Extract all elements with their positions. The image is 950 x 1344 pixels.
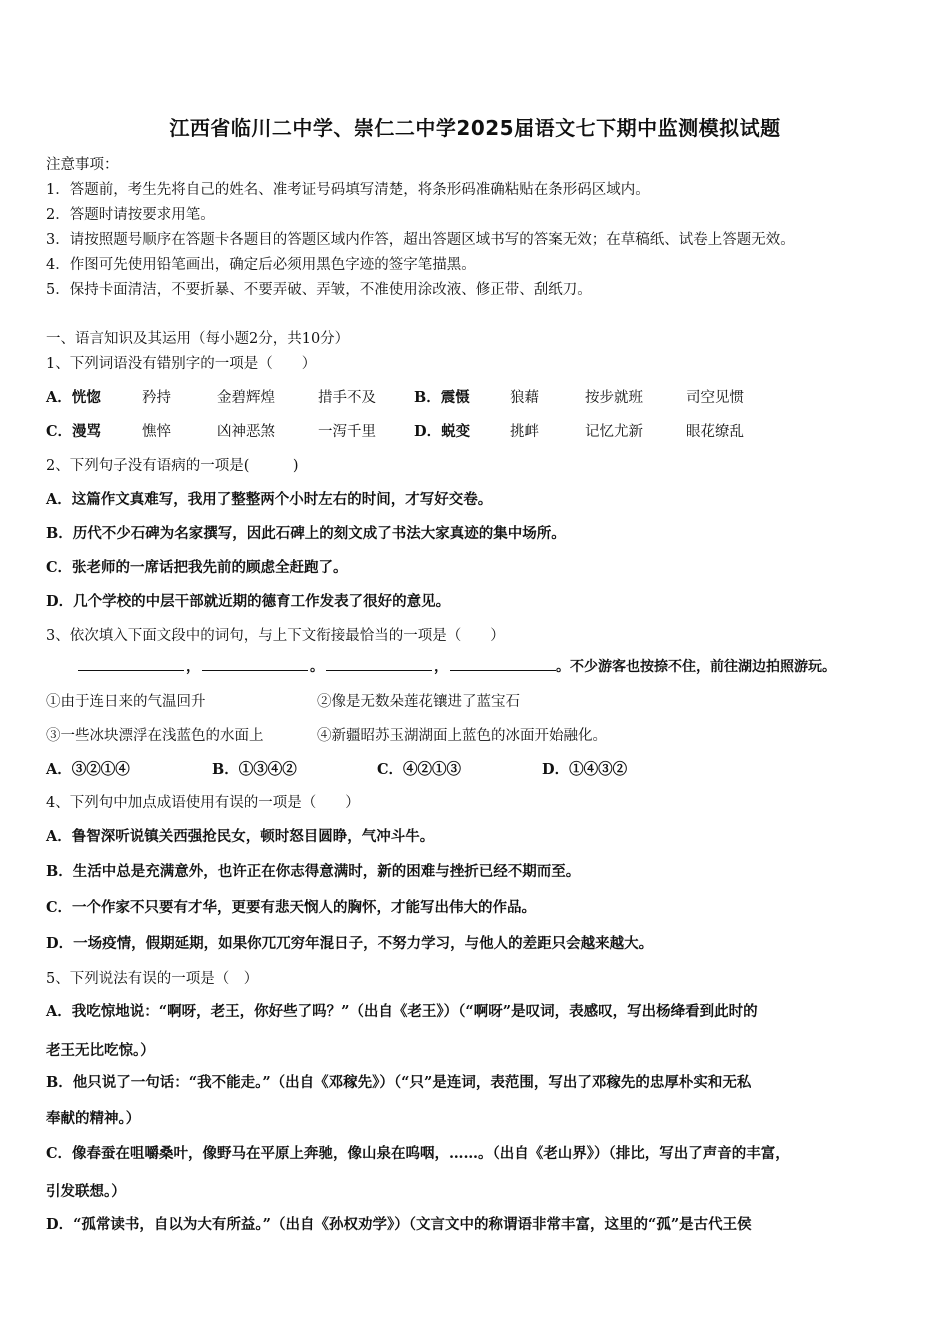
sentence-item: ①由于连日来的气温回升 — [46, 694, 206, 710]
notice-heading: 注意事项： — [46, 157, 119, 173]
word-option: 狼藉 — [510, 390, 539, 406]
blank-line — [326, 656, 432, 671]
question-3-stem: 3、依次填入下面文段中的词句，与上下文衔接最恰当的一项是（ ） — [46, 628, 505, 644]
question-1-stem: 1、下列词语没有错别字的一项是（ ） — [46, 356, 317, 372]
word-option: 记忆尤新 — [585, 424, 643, 440]
answer-choice: A．③②①④ — [46, 761, 130, 778]
notice-item: 5．保持卡面清洁，不要折暴、不要弄破、弄皱，不准使用涂改液、修正带、刮纸刀。 — [46, 282, 592, 298]
section-heading: 一、语言知识及其运用（每小题2分，共10分） — [46, 331, 350, 347]
word-option: C．漫骂 — [46, 423, 102, 440]
page-title: 江西省临川二中学、崇仁二中学2025届语文七下期中监测模拟试题 — [169, 116, 781, 140]
sentence-item: ③一些冰块漂浮在浅蓝色的水面上 — [46, 728, 264, 744]
blank-line — [202, 656, 308, 671]
answer-choice: C．④②①③ — [377, 761, 462, 778]
answer-option: D．几个学校的中层干部就近期的德育工作发表了很好的意见。 — [46, 593, 451, 610]
answer-option: D．一场疫情，假期延期，如果你兀兀穷年混日子，不努力学习，与他人的差距只会越来越大。 — [46, 935, 654, 952]
word-option: 金碧辉煌 — [217, 390, 275, 406]
answer-choice: B．①③④② — [212, 761, 297, 778]
answer-option: A．这篇作文真难写，我用了整整两个小时左右的时间，才写好交卷。 — [46, 491, 493, 508]
answer-option: B．他只说了一句话：“我不能走。”（出自《邓稼先》）（“只”是连词，表范围，写出了邓稼先的忠厚朴实和无私 — [46, 1074, 752, 1091]
sentence-item: ④新疆昭苏玉湖湖面上蓝色的冰面开始融化。 — [317, 728, 607, 744]
word-option: D．蜕变 — [414, 423, 471, 440]
word-option: 措手不及 — [318, 390, 376, 406]
word-option: A．恍惚 — [46, 389, 101, 406]
word-option: 司空见惯 — [686, 390, 744, 406]
notice-item: 2．答题时请按要求用笔。 — [46, 207, 215, 223]
notice-item: 4．作图可先使用铅笔画出，确定后必须用黑色字迹的签字笔描黑。 — [46, 257, 476, 273]
blank-line — [78, 656, 184, 671]
word-option: 按步就班 — [585, 390, 643, 406]
word-option: 眼花缭乱 — [686, 424, 744, 440]
answer-option: B．生活中总是充满意外，也许正在你志得意满时，新的困难与挫折已经不期而至。 — [46, 863, 581, 880]
sentence-item: ②像是无数朵莲花镶进了蓝宝石 — [317, 694, 520, 710]
answer-option: A．我吃惊地说：“啊呀，老王，你好些了吗？”（出自《老王》）（“啊呀”是叹词，表感叹，写出杨绛看到此时的 — [46, 1003, 758, 1020]
word-option: 挑衅 — [510, 424, 539, 440]
answer-option: D．“孤常读书，自以为大有所益。”（出自《孙权劝学》）（文言文中的称谓语非常丰富，这里的“孤”是古代王侯 — [46, 1216, 752, 1233]
blank-line — [450, 656, 556, 671]
word-option: 憔悴 — [142, 424, 171, 440]
question-2-stem: 2、下列句子没有语病的一项是( ) — [46, 458, 299, 474]
answer-choice: D．①④③② — [542, 761, 628, 778]
word-option: B．震慑 — [414, 389, 470, 406]
question-4-stem: 4、下列句中加点成语使用有误的一项是（ ） — [46, 795, 360, 811]
notice-item: 3．请按照题号顺序在答题卡各题目的答题区域内作答，超出答题区域书写的答案无效；在草稿纸、试卷上答题无效。 — [46, 232, 795, 248]
answer-option: C．一个作家不只要有才华，更要有悲天悯人的胸怀，才能写出伟大的作品。 — [46, 899, 537, 916]
answer-option-continued: 奉献的精神。） — [46, 1110, 141, 1127]
answer-option-continued: 老王无比吃惊。） — [46, 1042, 155, 1059]
answer-option-continued: 引发联想。） — [46, 1183, 126, 1200]
notice-item: 1．答题前，考生先将自己的姓名、准考证号码填写清楚，将条形码准确粘贴在条形码区域内。 — [46, 182, 650, 198]
fill-in-sentence: ， 。 ， 。不少游客也按捺不住，前往湖边拍照游玩。 — [78, 656, 836, 676]
question-5-stem: 5、下列说法有误的一项是（ ） — [46, 971, 259, 987]
answer-option: C．像春蚕在咀嚼桑叶，像野马在平原上奔驰，像山泉在呜咽，……。（出自《老山界》）（排比，写出了声音的丰富， — [46, 1145, 790, 1162]
answer-option: A．鲁智深听说镇关西强抢民女，顿时怒目圆睁，气冲斗牛。 — [46, 828, 435, 845]
word-option: 矜持 — [142, 390, 171, 406]
answer-option: C．张老师的一席话把我先前的顾虑全赶跑了。 — [46, 559, 348, 576]
word-option: 凶神恶煞 — [217, 424, 275, 440]
fill-sentence-tail: 。不少游客也按捺不住，前往湖边拍照游玩。 — [556, 659, 836, 675]
answer-option: B．历代不少石碑为名家撰写，因此石碑上的刻文成了书法大家真迹的集中场所。 — [46, 525, 566, 542]
word-option: 一泻千里 — [318, 424, 376, 440]
